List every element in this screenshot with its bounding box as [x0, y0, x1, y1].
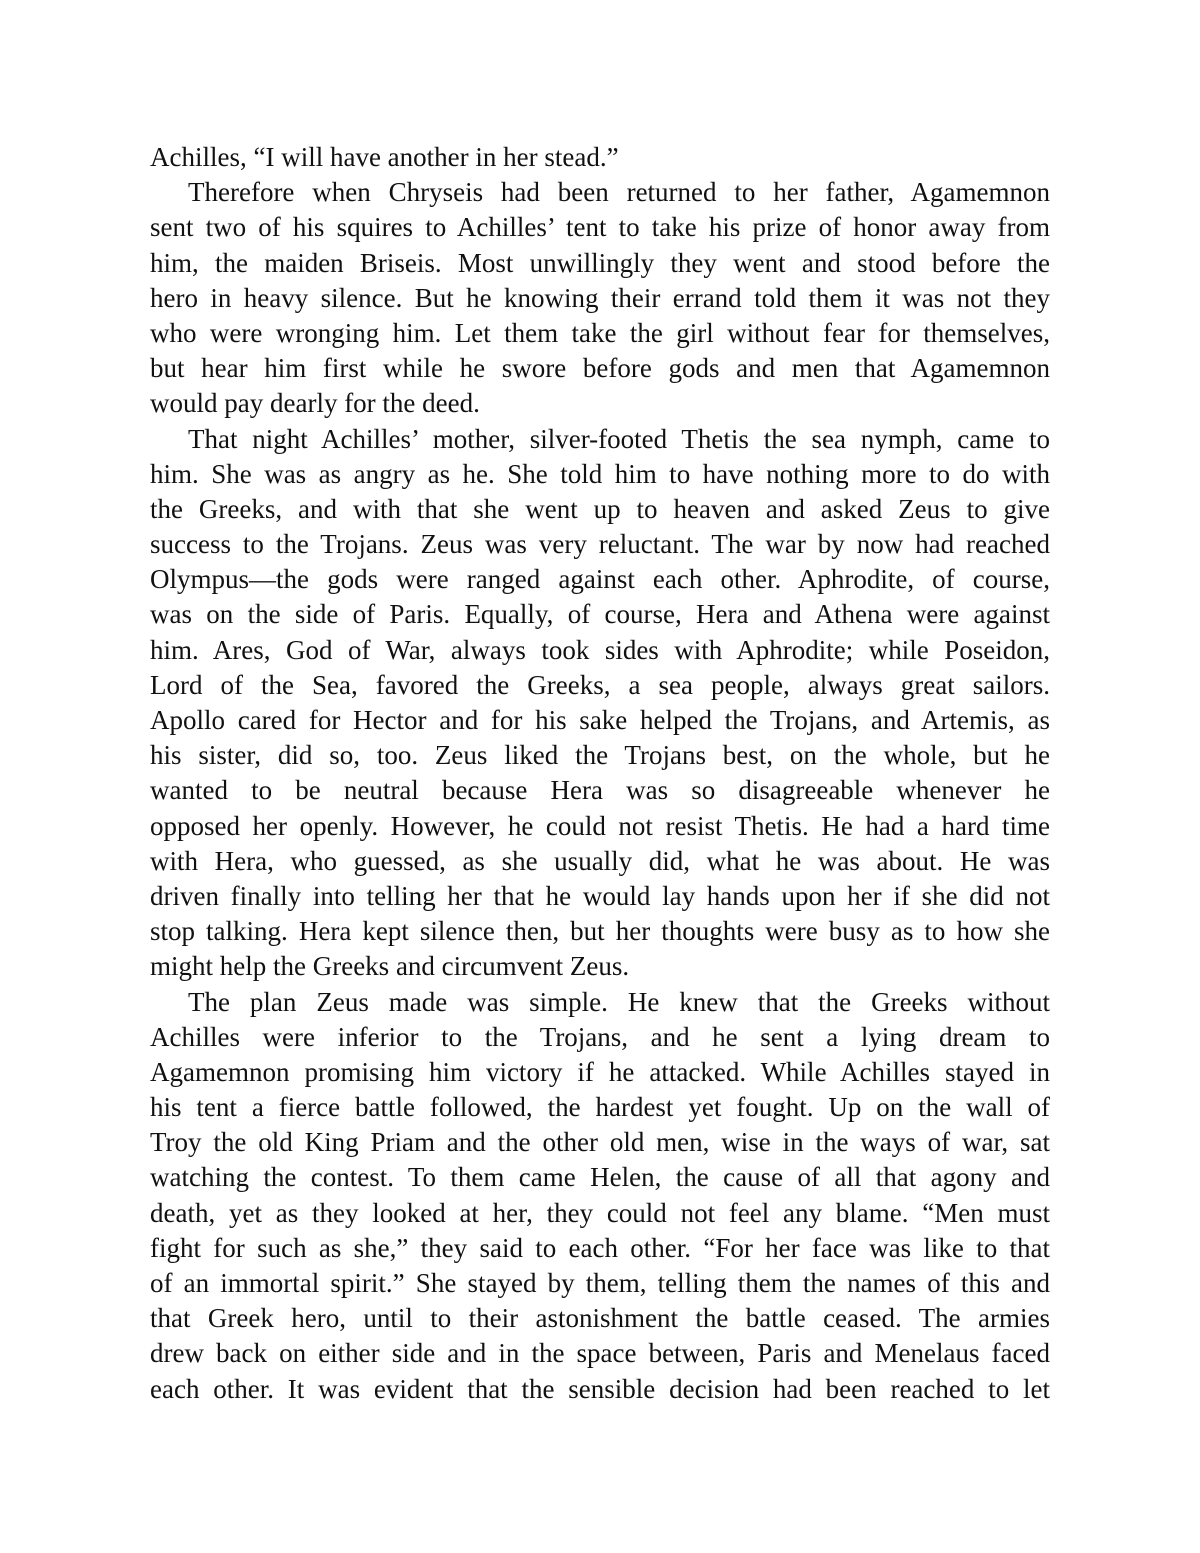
text-line: but hear him first while he swore before gods and men that Agamemnon [150, 353, 1050, 384]
text-line: each other. It was evident that the sensible decision had been reached to let [150, 1373, 1050, 1404]
text-line: sent two of his squires to Achilles’ tent to take his prize of honor away from [150, 212, 1050, 243]
text-line: Agamemnon promising him victory if he attacked. While Achilles stayed in [150, 1056, 1050, 1087]
text-line: him, the maiden Briseis. Most unwillingly they went and stood before the [150, 247, 1050, 278]
text-line: watching the contest. To them came Helen, the cause of all that agony and [150, 1162, 1050, 1193]
page-body-text [150, 140, 1050, 1407]
text-line: death, yet as they looked at her, they could not feel any blame. “Men must [150, 1197, 1050, 1228]
text-line: might help the Greeks and circumvent Zeus. [150, 951, 630, 982]
text-line: of an immortal spirit.” She stayed by them, telling them the names of this and [150, 1268, 1050, 1298]
text-line: Olympus—the gods were ranged against each other. Aphrodite, of course, [150, 564, 1050, 595]
text-line: his sister, did so, too. Zeus liked the Trojans best, on the whole, but he [150, 740, 1050, 771]
text-line: That night Achilles’ mother, silver-footed Thetis the sea nymph, came to [188, 423, 1050, 454]
text-line: Therefore when Chryseis had been returned to her father, Agamemnon [188, 177, 1050, 208]
text-line: Apollo cared for Hector and for his sake helped the Trojans, and Artemis, as [150, 705, 1050, 735]
text-line: him. She was as angry as he. She told him to have nothing more to do with [150, 458, 1050, 489]
text-line: the Greeks, and with that she went up to heaven and asked Zeus to give [150, 493, 1050, 524]
text-line: him. Ares, God of War, always took sides with Aphrodite; while Poseidon, [150, 634, 1050, 665]
text-line: opposed her openly. However, he could not resist Thetis. He had a hard time [150, 810, 1050, 841]
text-line: who were wronging him. Let them take the girl without fear for themselves, [150, 317, 1050, 348]
text-line: Lord of the Sea, favored the Greeks, a sea people, always great sailors. [150, 669, 1050, 700]
text-line: would pay dearly for the deed. [150, 388, 480, 419]
text-line: fight for such as she,” they said to each other. “For her face was like to that [150, 1232, 1050, 1263]
text-line: hero in heavy silence. But he knowing their errand told them it was not they [150, 282, 1050, 313]
text-line: Achilles were inferior to the Trojans, and he sent a lying dream to [150, 1021, 1050, 1052]
text-line: Troy the old King Priam and the other old men, wise in the ways of war, sat [150, 1127, 1050, 1158]
text-line: stop talking. Hera kept silence then, but her thoughts were busy as to how she [150, 916, 1050, 947]
text-line: his tent a fierce battle followed, the hardest yet fought. Up on the wall of [150, 1092, 1050, 1123]
text-line: driven finally into telling her that he would lay hands upon her if she did not [150, 880, 1050, 911]
text-line: The plan Zeus made was simple. He knew that the Greeks without [188, 986, 1050, 1017]
text-line: that Greek hero, until to their astonishment the battle ceased. The armies [150, 1303, 1050, 1334]
text-line: drew back on either side and in the space between, Paris and Menelaus faced [150, 1338, 1050, 1369]
text-line: Achilles, “I will have another in her stead.” [150, 142, 619, 172]
text-line: wanted to be neutral because Hera was so disagreeable whenever he [150, 775, 1050, 806]
text-line: was on the side of Paris. Equally, of course, Hera and Athena were against [150, 599, 1050, 630]
text-line: success to the Trojans. Zeus was very reluctant. The war by now had reached [150, 529, 1050, 560]
text-line: with Hera, who guessed, as she usually did, what he was about. He was [150, 845, 1050, 876]
